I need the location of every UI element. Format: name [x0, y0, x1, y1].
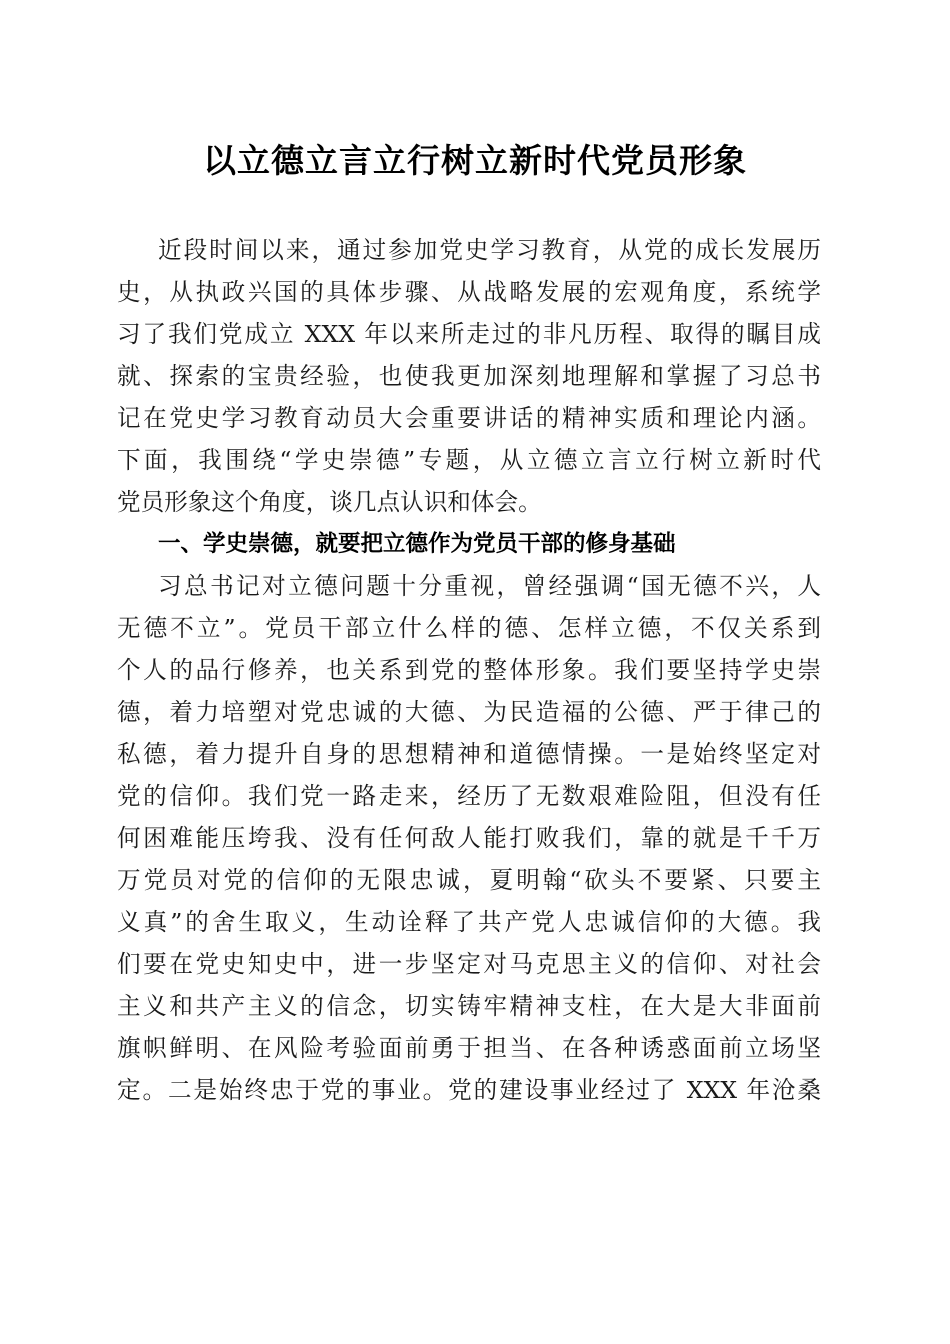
section-line: 习总书记对立德问题十分重视，曾经强调“国无德不兴，人 — [158, 572, 821, 600]
section-line: 无德不立”。党员干部立什么样的德、怎样立德，不仅关系到 — [117, 614, 821, 642]
section-line: 个人的品行修养，也关系到党的整体形象。我们要坚持学史崇 — [117, 656, 821, 684]
intro-line: 党员形象这个角度，谈几点认识和体会。 — [117, 488, 542, 516]
intro-line: 下面，我围绕“学史崇德”专题，从立德立言立行树立新时代 — [117, 446, 821, 474]
intro-line: 记在党史学习教育动员大会重要讲话的精神实质和理论内涵。 — [117, 404, 821, 432]
section-line: 党的信仰。我们党一路走来，经历了无数艰难险阻，但没有任 — [117, 782, 821, 810]
intro-line: 近段时间以来，通过参加党史学习教育，从党的成长发展历 — [158, 236, 821, 264]
section-heading: 一、学史崇德，就要把立德作为党员干部的修身基础 — [158, 531, 676, 557]
section-line: 义真”的舍生取义，生动诠释了共产党人忠诚信仰的大德。我 — [117, 908, 821, 936]
section-line: 何困难能压垮我、没有任何敌人能打败我们，靠的就是千千万 — [117, 824, 821, 852]
document-title: 以立德立言立行树立新时代党员形象 — [203, 141, 747, 180]
intro-line: 就、探索的宝贵经验，也使我更加深刻地理解和掌握了习总书 — [117, 362, 821, 390]
section-line: 万党员对党的信仰的无限忠诚，夏明翰“砍头不要紧、只要主 — [117, 866, 821, 894]
section-line: 旗帜鲜明、在风险考验面前勇于担当、在各种诱惑面前立场坚 — [117, 1034, 821, 1062]
section-line: 定。二是始终忠于党的事业。党的建设事业经过了 XXX 年沧桑 — [117, 1076, 821, 1104]
intro-line: 史，从执政兴国的具体步骤、从战略发展的宏观角度，系统学 — [117, 278, 821, 306]
section-line: 们要在党史知史中，进一步坚定对马克思主义的信仰、对社会 — [117, 950, 821, 978]
section-line: 德，着力培塑对党忠诚的大德、为民造福的公德、严于律己的 — [117, 698, 821, 726]
intro-line: 习了我们党成立 XXX 年以来所走过的非凡历程、取得的瞩目成 — [117, 320, 821, 348]
section-line: 私德，着力提升自身的思想精神和道德情操。一是始终坚定对 — [117, 740, 821, 768]
section-line: 主义和共产主义的信念，切实铸牢精神支柱，在大是大非面前 — [117, 992, 821, 1020]
